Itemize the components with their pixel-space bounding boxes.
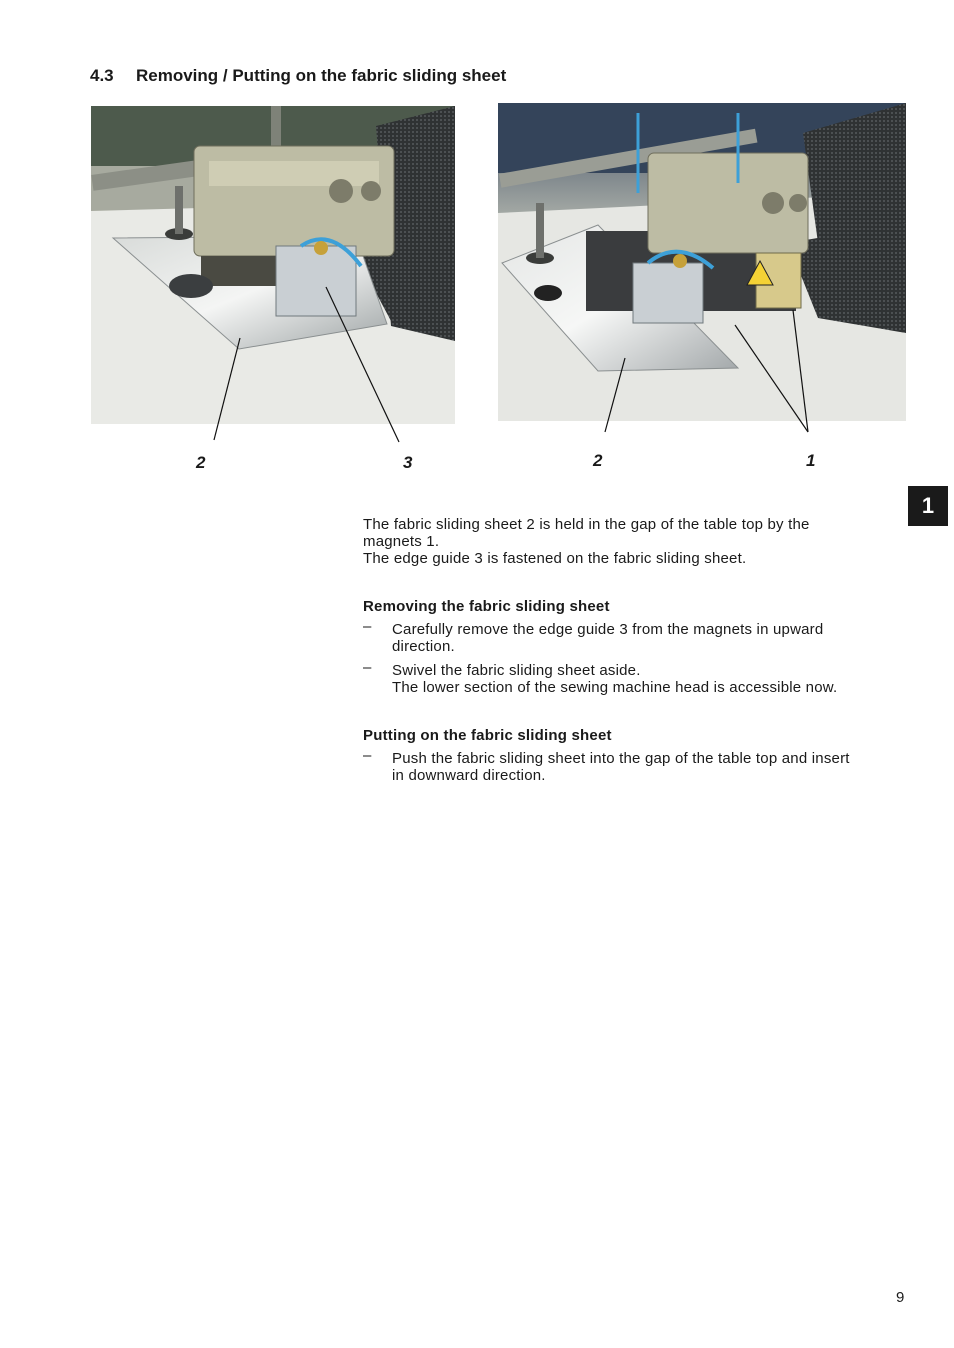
intro-line-1: The fabric sliding sheet 2 is held in the gap of the table top by the (363, 516, 810, 533)
step-line-2: direction. (392, 638, 455, 655)
photo-left (91, 106, 455, 424)
step-line-1: Swivel the fabric sliding sheet aside. (392, 662, 641, 679)
removing-step (363, 659, 913, 696)
callout-left-3: 3 (403, 453, 413, 472)
step-line-2: in downward direction. (392, 767, 546, 784)
chapter-tab: 1 (908, 486, 948, 526)
intro-line-2: magnets 1. (363, 533, 440, 550)
removing-heading: Removing the fabric sliding sheet (363, 598, 610, 615)
callout-right-1: 1 (806, 451, 816, 470)
page-number: 9 (896, 1289, 905, 1306)
putting-on-step (363, 747, 913, 784)
step-dash: – (363, 618, 372, 635)
sewing-machine-photo-left (91, 106, 455, 424)
photo-right (498, 103, 906, 421)
intro-line-3: The edge guide 3 is fastened on the fabric sliding sheet. (363, 550, 747, 567)
step-line-1: Push the fabric sliding sheet into the gap of the table top and insert (392, 750, 850, 767)
callout-left-2: 2 (196, 453, 206, 472)
removing-step (363, 618, 913, 655)
step-dash: – (363, 747, 372, 764)
step-dash: – (363, 659, 372, 676)
step-line-1: Carefully remove the edge guide 3 from the magnets in upward (392, 621, 824, 638)
putting-on-section (363, 727, 913, 784)
section-title-text: Removing / Putting on the fabric sliding sheet (136, 66, 507, 85)
intro-paragraph (363, 516, 913, 567)
callout-right-2: 2 (593, 451, 603, 470)
section-title (90, 66, 506, 86)
removing-section (363, 598, 913, 696)
step-line-2: The lower section of the sewing machine head is accessible now. (392, 679, 838, 696)
section-number: 4.3 (90, 66, 114, 85)
sewing-machine-photo-right (498, 103, 906, 421)
putting-on-heading: Putting on the fabric sliding sheet (363, 727, 612, 744)
